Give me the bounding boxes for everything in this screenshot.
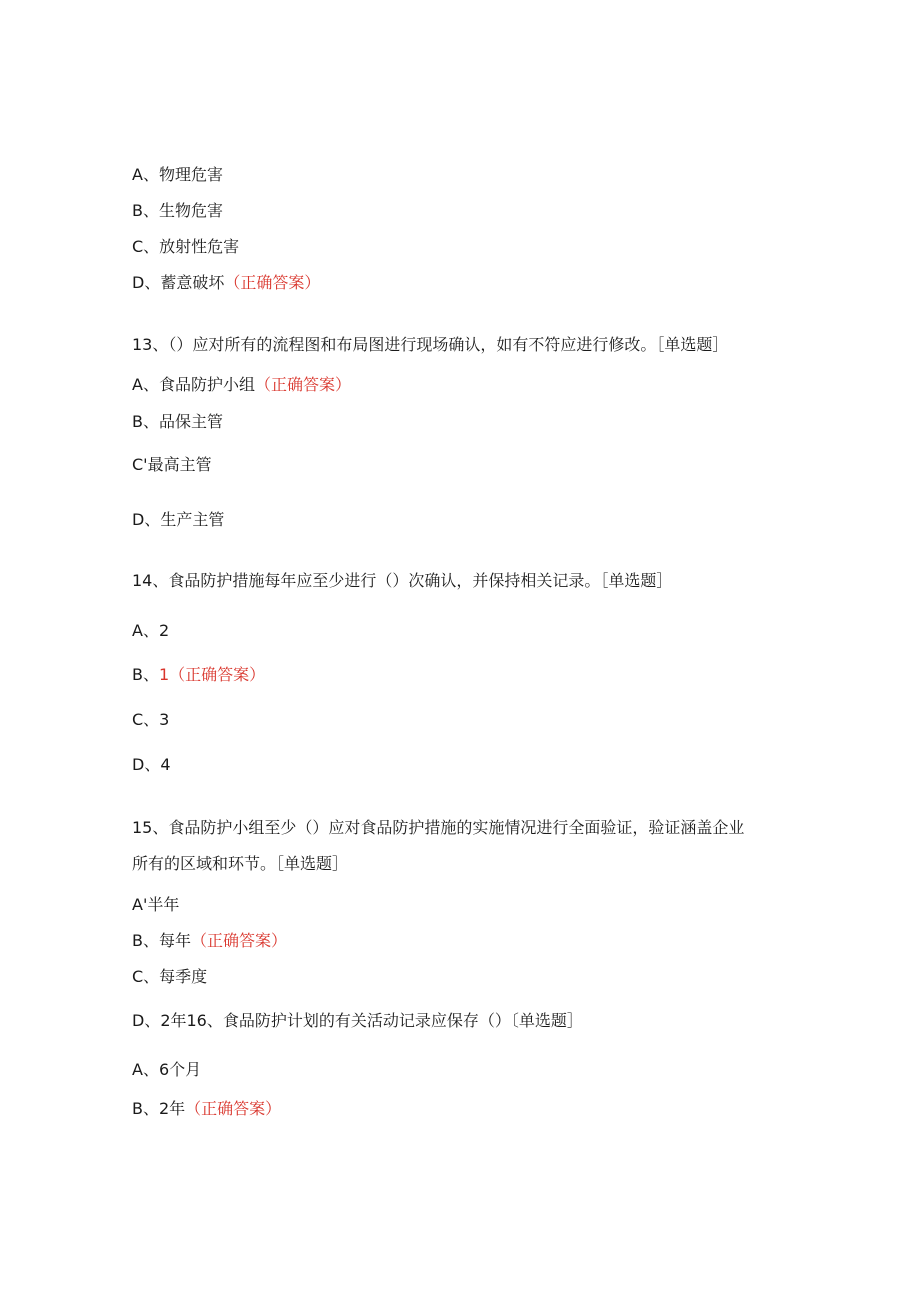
q13-question: 13、（）应对所有的流程图和布局图进行现场确认，如有不符应进行修改。［单选题］ [132,335,729,354]
q16-option-b: B、2年（正确答案） [132,1099,282,1118]
correct-answer-mark: （正确答案） [254,375,351,394]
correct-answer-mark: （正确答案） [190,931,287,950]
q14-option-d: D、4 [132,755,171,774]
q15-question-line2: 所有的区域和环节。［单选题］ [132,854,349,873]
q14-option-a: A、2 [132,621,170,640]
q12-option-d: D、蓄意破坏（正确答案） [132,273,321,292]
q15-option-c: C、每季度 [132,967,208,986]
correct-answer-mark: （正确答案） [224,273,321,292]
correct-answer-mark: （正确答案） [169,665,266,684]
q15-option-b: B、每年（正确答案） [132,931,287,950]
q12-option-c: C、放射性危害 [132,237,240,256]
q13-option-b: B、品保主管 [132,412,223,431]
q15-question-line1: 15、食品防护小组至少（）应对食品防护措施的实施情况进行全面验证，验证涵盖企业 [132,818,745,837]
q13-option-d: D、生产主管 [132,510,225,529]
q14-option-b: B、1（正确答案） [132,665,266,684]
q15-option-d-and-q16-question: D、2年16、食品防护计划的有关活动记录应保存（）〔单选题］ [132,1011,583,1030]
q12-option-b: B、生物危害 [132,201,223,220]
q14-option-c: C、3 [132,710,170,729]
q12-option-a: A、物理危害 [132,165,223,184]
correct-answer-mark: （正确答案） [185,1099,282,1118]
q15-option-a: A'半年 [132,895,180,914]
q14-question: 14、食品防护措施每年应至少进行（）次确认，并保持相关记录。［单选题］ [132,571,673,590]
q13-option-a: A、食品防护小组（正确答案） [132,375,351,394]
q16-option-a: A、6个月 [132,1060,202,1079]
q13-option-c: C'最高主管 [132,455,212,474]
